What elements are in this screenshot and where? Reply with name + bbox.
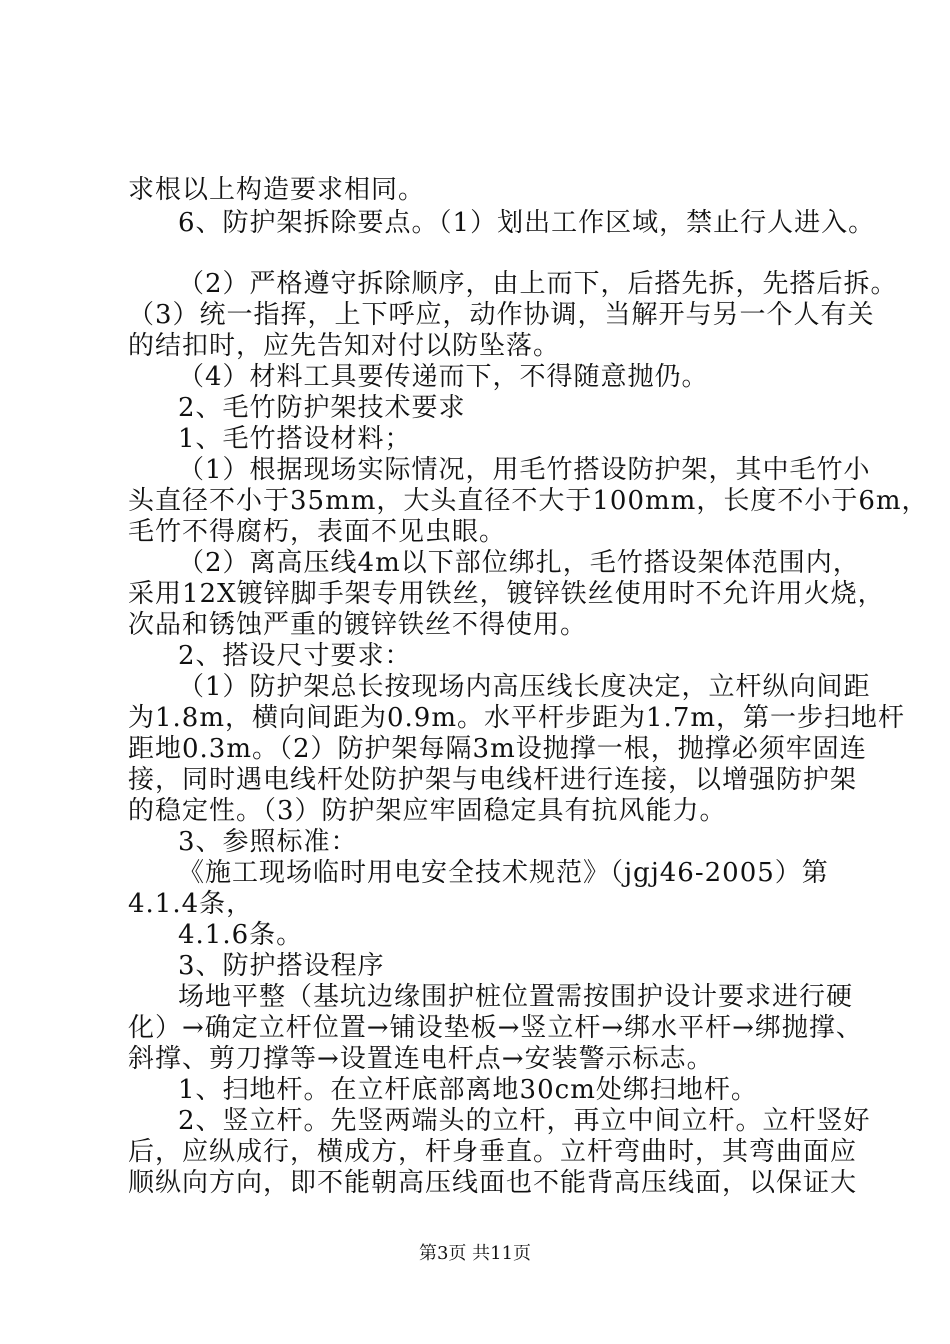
text-line: 化）→确定立杆位置→铺设垫板→竖立杆→绑水平杆→绑抛撑、 xyxy=(128,1013,863,1043)
text-line: 采用12X镀锌脚手架专用铁丝，镀锌铁丝使用时不允许用火烧， xyxy=(128,579,885,609)
text-line: 的结扣时，应先告知对付以防坠落。 xyxy=(128,331,561,361)
text-line: 后，应纵成行，横成方，杆身垂直。立杆弯曲时，其弯曲面应 xyxy=(128,1137,858,1167)
text-line: 6、防护架拆除要点。（1）划出工作区域，禁止行人进入。 xyxy=(178,208,876,238)
text-line: （2）离高压线4m以下部位绑扎，毛竹搭设架体范围内， xyxy=(178,548,860,578)
text-line: 1、毛竹搭设材料； xyxy=(178,424,412,454)
text-line: 4.1.4条， xyxy=(128,889,254,919)
text-line: （1）防护架总长按现场内高压线长度决定，立杆纵向间距 xyxy=(178,672,871,702)
text-line: （4）材料工具要传递而下，不得随意抛仍。 xyxy=(178,362,709,392)
text-line: 顺纵向方向，即不能朝高压线面也不能背高压线面，以保证大 xyxy=(128,1168,858,1198)
text-line: 次品和锈蚀严重的镀锌铁丝不得使用。 xyxy=(128,610,588,640)
section-heading: 2、毛竹防护架技术要求 xyxy=(178,393,466,423)
text-line: 3、参照标准： xyxy=(178,827,358,857)
text-line: 2、搭设尺寸要求： xyxy=(178,641,412,671)
text-line: 《施工现场临时用电安全技术规范》（jgj46-2005）第 xyxy=(178,858,829,888)
text-line: 距地0.3m。（2）防护架每隔3m设抛撑一根，抛撑必须牢固连 xyxy=(128,734,867,764)
text-line: 1、扫地杆。在立杆底部离地30cm处绑扫地杆。 xyxy=(178,1075,758,1105)
text-line: 求根以上构造要求相同。 xyxy=(128,175,426,205)
text-line: （1）根据现场实际情况，用毛竹搭设防护架，其中毛竹小 xyxy=(178,455,871,485)
page-number-footer: 第3页 共11页 xyxy=(418,1243,532,1264)
text-line: 斜撑、剪刀撑等→设置连电杆点→安装警示标志。 xyxy=(128,1044,714,1074)
text-line: 接，同时遇电线杆处防护架与电线杆进行连接，以增强防护架 xyxy=(128,765,858,795)
text-line: 毛竹不得腐朽，表面不见虫眼。 xyxy=(128,517,507,547)
text-line: 场地平整（基坑边缘围护桩位置需按围护设计要求进行硬 xyxy=(178,982,854,1012)
text-line: 的稳定性。（3）防护架应牢固稳定具有抗风能力。 xyxy=(128,796,727,826)
text-line: 4.1.6条。 xyxy=(178,920,304,950)
text-line: 为1.8m，横向间距为0.9m。水平杆步距为1.7m，第一步扫地杆 xyxy=(128,703,906,733)
text-line: 2、竖立杆。先竖两端头的立杆，再立中间立杆。立杆竖好 xyxy=(178,1106,871,1136)
text-line: 头直径不小于35mm，大头直径不大于100mm，长度不小于6m， xyxy=(128,486,929,516)
text-line: （2）严格遵守拆除顺序，由上而下，后搭先拆，先搭后拆。 xyxy=(178,269,898,299)
section-heading: 3、防护搭设程序 xyxy=(178,951,385,981)
text-line: （3）统一指挥，上下呼应，动作协调，当解开与另一个人有关 xyxy=(128,300,875,330)
